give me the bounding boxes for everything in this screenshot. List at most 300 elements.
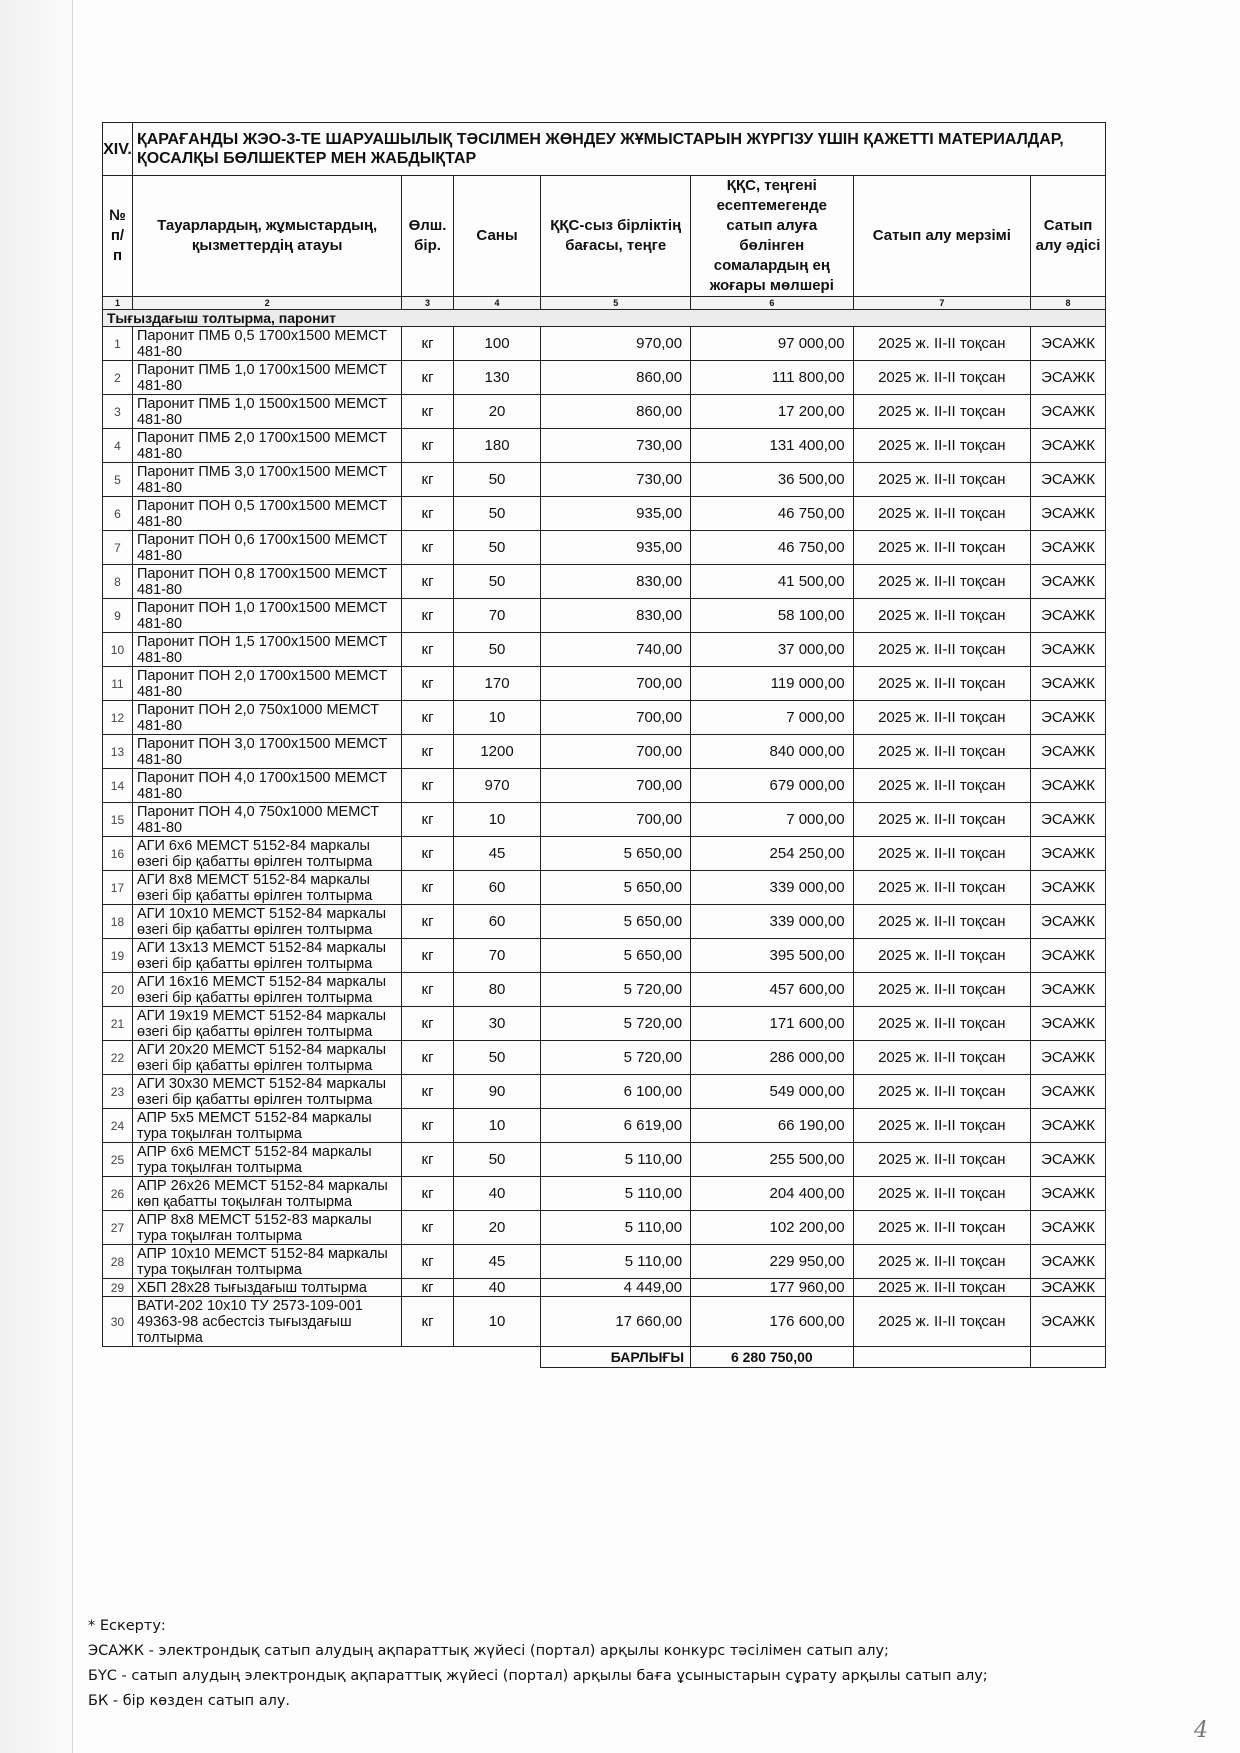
total-empty-cell: [1031, 1347, 1106, 1368]
item-quantity: 90: [453, 1075, 541, 1109]
item-period: 2025 ж. ІІ-ІІ тоқсан: [853, 905, 1031, 939]
item-total: 339 000,00: [691, 905, 854, 939]
item-period: 2025 ж. ІІ-ІІ тоқсан: [853, 973, 1031, 1007]
item-quantity: 60: [453, 871, 541, 905]
item-quantity: 30: [453, 1007, 541, 1041]
procurement-table-sheet: [102, 122, 1106, 1368]
item-period: 2025 ж. ІІ-ІІ тоқсан: [853, 701, 1031, 735]
item-name: АГИ 30х30 МЕМСТ 5152-84 маркалы өзегі бір қабатты өрілген толтырма: [132, 1075, 401, 1109]
total-empty-cell: [853, 1347, 1031, 1368]
row-number: 5: [103, 463, 133, 497]
item-method: ЭСАЖК: [1031, 871, 1106, 905]
column-number: 6: [691, 297, 854, 310]
item-period: 2025 ж. ІІ-ІІ тоқсан: [853, 769, 1031, 803]
table-row: [103, 327, 1106, 361]
header-no: № п/п: [103, 176, 133, 297]
column-number: 8: [1031, 297, 1106, 310]
item-unit: кг: [402, 871, 453, 905]
header-method: Сатып алу әдісі: [1031, 176, 1106, 297]
item-unit: кг: [402, 667, 453, 701]
item-unit: кг: [402, 735, 453, 769]
row-number: 18: [103, 905, 133, 939]
item-name: АПР 10х10 МЕМСТ 5152-84 маркалы тура тоқылған толтырма: [132, 1245, 401, 1279]
row-number: 11: [103, 667, 133, 701]
item-total: 97 000,00: [691, 327, 854, 361]
total-value: 6 280 750,00: [691, 1347, 854, 1368]
item-method: ЭСАЖК: [1031, 327, 1106, 361]
item-quantity: 40: [453, 1279, 541, 1297]
item-name: Паронит ПМБ 1,0 1500х1500 МЕМСТ 481-80: [132, 395, 401, 429]
item-period: 2025 ж. ІІ-ІІ тоқсан: [853, 633, 1031, 667]
item-total: 457 600,00: [691, 973, 854, 1007]
procurement-table: [102, 122, 1106, 1368]
row-number: 8: [103, 565, 133, 599]
table-row: [103, 769, 1106, 803]
item-period: 2025 ж. ІІ-ІІ тоқсан: [853, 565, 1031, 599]
item-total: 549 000,00: [691, 1075, 854, 1109]
item-quantity: 50: [453, 565, 541, 599]
item-unit: кг: [402, 531, 453, 565]
table-row: [103, 1211, 1106, 1245]
item-period: 2025 ж. ІІ-ІІ тоқсан: [853, 1279, 1031, 1297]
item-unit-price: 830,00: [541, 599, 691, 633]
item-unit: кг: [402, 1211, 453, 1245]
item-quantity: 50: [453, 497, 541, 531]
table-row: [103, 599, 1106, 633]
column-number: 1: [103, 297, 133, 310]
row-number: 7: [103, 531, 133, 565]
item-method: ЭСАЖК: [1031, 429, 1106, 463]
item-unit-price: 935,00: [541, 497, 691, 531]
item-method: ЭСАЖК: [1031, 1279, 1106, 1297]
item-name: АГИ 10х10 МЕМСТ 5152-84 маркалы өзегі бір қабатты өрілген толтырма: [132, 905, 401, 939]
item-unit-price: 5 650,00: [541, 905, 691, 939]
item-period: 2025 ж. ІІ-ІІ тоқсан: [853, 837, 1031, 871]
category-row: [103, 310, 1106, 327]
row-number: 20: [103, 973, 133, 1007]
table-row: [103, 1075, 1106, 1109]
footnote-line: БҮС - сатып алудың электрондық ақпараттық жүйесі (портал) арқылы баға ұсыныстарын сұрату арқылы сатып алу;: [88, 1668, 988, 1684]
table-row: [103, 497, 1106, 531]
item-quantity: 970: [453, 769, 541, 803]
item-unit: кг: [402, 633, 453, 667]
item-period: 2025 ж. ІІ-ІІ тоқсан: [853, 939, 1031, 973]
item-quantity: 20: [453, 1211, 541, 1245]
item-total: 37 000,00: [691, 633, 854, 667]
item-method: ЭСАЖК: [1031, 1143, 1106, 1177]
item-name: ВАТИ-202 10х10 ТУ 2573-109-001 49363-98 асбестсіз тығыздағыш толтырма: [132, 1297, 401, 1347]
item-name: АПР 8х8 МЕМСТ 5152-83 маркалы тура тоқылған толтырма: [132, 1211, 401, 1245]
row-number: 10: [103, 633, 133, 667]
item-name: Паронит ПОН 4,0 750х1000 МЕМСТ 481-80: [132, 803, 401, 837]
item-total: 255 500,00: [691, 1143, 854, 1177]
item-method: ЭСАЖК: [1031, 497, 1106, 531]
table-row: [103, 1143, 1106, 1177]
total-spacer: [103, 1347, 541, 1368]
item-period: 2025 ж. ІІ-ІІ тоқсан: [853, 1075, 1031, 1109]
item-unit-price: 5 720,00: [541, 973, 691, 1007]
item-period: 2025 ж. ІІ-ІІ тоқсан: [853, 803, 1031, 837]
row-number: 27: [103, 1211, 133, 1245]
item-name: АГИ 8х8 МЕМСТ 5152-84 маркалы өзегі бір қабатты өрілген толтырма: [132, 871, 401, 905]
table-row: [103, 973, 1106, 1007]
item-name: Паронит ПМБ 3,0 1700х1500 МЕМСТ 481-80: [132, 463, 401, 497]
category-label: Тығыздағыш толтырма, паронит: [103, 310, 1106, 327]
item-period: 2025 ж. ІІ-ІІ тоқсан: [853, 395, 1031, 429]
item-period: 2025 ж. ІІ-ІІ тоқсан: [853, 1007, 1031, 1041]
item-unit: кг: [402, 1075, 453, 1109]
item-quantity: 10: [453, 701, 541, 735]
table-row: [103, 531, 1106, 565]
item-period: 2025 ж. ІІ-ІІ тоқсан: [853, 361, 1031, 395]
item-quantity: 1200: [453, 735, 541, 769]
item-total: 66 190,00: [691, 1109, 854, 1143]
table-row: [103, 1007, 1106, 1041]
item-unit-price: 4 449,00: [541, 1279, 691, 1297]
row-number: 26: [103, 1177, 133, 1211]
item-name: АПР 6х6 МЕМСТ 5152-84 маркалы тура тоқылған толтырма: [132, 1143, 401, 1177]
row-number: 3: [103, 395, 133, 429]
header-period: Сатып алу мерзімі: [853, 176, 1031, 297]
row-number: 23: [103, 1075, 133, 1109]
item-quantity: 40: [453, 1177, 541, 1211]
item-period: 2025 ж. ІІ-ІІ тоқсан: [853, 463, 1031, 497]
item-method: ЭСАЖК: [1031, 803, 1106, 837]
row-number: 24: [103, 1109, 133, 1143]
item-unit: кг: [402, 1245, 453, 1279]
item-period: 2025 ж. ІІ-ІІ тоқсан: [853, 599, 1031, 633]
item-method: ЭСАЖК: [1031, 1109, 1106, 1143]
item-unit-price: 830,00: [541, 565, 691, 599]
item-quantity: 10: [453, 803, 541, 837]
row-number: 29: [103, 1279, 133, 1297]
column-number: 2: [132, 297, 401, 310]
row-number: 12: [103, 701, 133, 735]
column-number: 4: [453, 297, 541, 310]
table-row: [103, 803, 1106, 837]
section-title: ҚАРАҒАНДЫ ЖЭО-3-ТЕ ШАРУАШЫЛЫҚ ТӘСІЛМЕН ЖӨНДЕУ ЖҰМЫСТАРЫН ЖҮРГІЗУ ҮШІН ҚАЖЕТТІ МАТЕРИАЛДАР, ҚОСАЛҚЫ БӨЛШЕКТЕР МЕН ЖАБДЫҚТАР: [132, 123, 1105, 176]
item-period: 2025 ж. ІІ-ІІ тоқсан: [853, 1143, 1031, 1177]
item-total: 339 000,00: [691, 871, 854, 905]
item-quantity: 45: [453, 837, 541, 871]
item-unit: кг: [402, 599, 453, 633]
row-number: 25: [103, 1143, 133, 1177]
item-method: ЭСАЖК: [1031, 1041, 1106, 1075]
section-title-row: [103, 123, 1106, 176]
item-unit-price: 5 110,00: [541, 1177, 691, 1211]
item-name: Паронит ПОН 0,8 1700х1500 МЕМСТ 481-80: [132, 565, 401, 599]
item-unit: кг: [402, 1177, 453, 1211]
table-row: [103, 565, 1106, 599]
item-method: ЭСАЖК: [1031, 1297, 1106, 1347]
item-method: ЭСАЖК: [1031, 599, 1106, 633]
row-number: 6: [103, 497, 133, 531]
footnote-line: * Ескерту:: [88, 1618, 166, 1634]
item-unit: кг: [402, 1143, 453, 1177]
item-unit-price: 700,00: [541, 803, 691, 837]
item-total: 204 400,00: [691, 1177, 854, 1211]
item-unit-price: 5 720,00: [541, 1041, 691, 1075]
item-name: АГИ 6х6 МЕМСТ 5152-84 маркалы өзегі бір қабатты өрілген толтырма: [132, 837, 401, 871]
row-number: 2: [103, 361, 133, 395]
item-quantity: 50: [453, 463, 541, 497]
item-unit-price: 700,00: [541, 769, 691, 803]
item-method: ЭСАЖК: [1031, 939, 1106, 973]
item-method: ЭСАЖК: [1031, 531, 1106, 565]
total-label: БАРЛЫҒЫ: [541, 1347, 691, 1368]
item-unit: кг: [402, 939, 453, 973]
row-number: 15: [103, 803, 133, 837]
table-row: [103, 361, 1106, 395]
item-total: 679 000,00: [691, 769, 854, 803]
header-name: Тауарлардың, жұмыстардың, қызметтердің атауы: [132, 176, 401, 297]
item-name: Паронит ПМБ 0,5 1700х1500 МЕМСТ 481-80: [132, 327, 401, 361]
item-total: 102 200,00: [691, 1211, 854, 1245]
item-unit: кг: [402, 1109, 453, 1143]
item-name: АГИ 20х20 МЕМСТ 5152-84 маркалы өзегі бір қабатты өрілген толтырма: [132, 1041, 401, 1075]
item-period: 2025 ж. ІІ-ІІ тоқсан: [853, 531, 1031, 565]
item-quantity: 50: [453, 531, 541, 565]
item-quantity: 70: [453, 939, 541, 973]
item-period: 2025 ж. ІІ-ІІ тоқсан: [853, 1211, 1031, 1245]
item-name: АГИ 13х13 МЕМСТ 5152-84 маркалы өзегі бір қабатты өрілген толтырма: [132, 939, 401, 973]
item-method: ЭСАЖК: [1031, 565, 1106, 599]
item-period: 2025 ж. ІІ-ІІ тоқсан: [853, 497, 1031, 531]
scan-edge: [0, 0, 73, 1753]
item-total: 46 750,00: [691, 531, 854, 565]
item-total: 46 750,00: [691, 497, 854, 531]
table-body: [103, 327, 1106, 1347]
item-name: АГИ 16х16 МЕМСТ 5152-84 маркалы өзегі бір қабатты өрілген толтырма: [132, 973, 401, 1007]
table-row: [103, 667, 1106, 701]
item-unit: кг: [402, 1297, 453, 1347]
item-name: АГИ 19х19 МЕМСТ 5152-84 маркалы өзегі бір қабатты өрілген толтырма: [132, 1007, 401, 1041]
item-unit-price: 5 650,00: [541, 939, 691, 973]
item-method: ЭСАЖК: [1031, 973, 1106, 1007]
item-quantity: 100: [453, 327, 541, 361]
item-quantity: 80: [453, 973, 541, 1007]
item-unit-price: 700,00: [541, 667, 691, 701]
item-quantity: 10: [453, 1109, 541, 1143]
item-unit: кг: [402, 565, 453, 599]
item-method: ЭСАЖК: [1031, 395, 1106, 429]
item-total: 176 600,00: [691, 1297, 854, 1347]
table-row: [103, 633, 1106, 667]
item-method: ЭСАЖК: [1031, 667, 1106, 701]
item-period: 2025 ж. ІІ-ІІ тоқсан: [853, 667, 1031, 701]
table-row: [103, 1297, 1106, 1347]
row-number: 14: [103, 769, 133, 803]
item-period: 2025 ж. ІІ-ІІ тоқсан: [853, 1177, 1031, 1211]
item-quantity: 170: [453, 667, 541, 701]
row-number: 16: [103, 837, 133, 871]
table-row: [103, 837, 1106, 871]
item-unit-price: 700,00: [541, 735, 691, 769]
item-quantity: 50: [453, 633, 541, 667]
item-name: Паронит ПОН 1,0 1700х1500 МЕМСТ 481-80: [132, 599, 401, 633]
item-period: 2025 ж. ІІ-ІІ тоқсан: [853, 327, 1031, 361]
item-period: 2025 ж. ІІ-ІІ тоқсан: [853, 735, 1031, 769]
item-unit: кг: [402, 395, 453, 429]
item-unit: кг: [402, 973, 453, 1007]
item-period: 2025 ж. ІІ-ІІ тоқсан: [853, 871, 1031, 905]
item-total: 17 200,00: [691, 395, 854, 429]
item-unit: кг: [402, 769, 453, 803]
item-period: 2025 ж. ІІ-ІІ тоқсан: [853, 429, 1031, 463]
page-number-mark: 4: [1194, 1718, 1208, 1743]
header-row: [103, 176, 1106, 297]
table-row: [103, 1041, 1106, 1075]
table-row: [103, 871, 1106, 905]
item-method: ЭСАЖК: [1031, 633, 1106, 667]
item-total: 111 800,00: [691, 361, 854, 395]
row-number: 21: [103, 1007, 133, 1041]
item-quantity: 70: [453, 599, 541, 633]
header-unit: Өлш. бір.: [402, 176, 453, 297]
item-total: 7 000,00: [691, 701, 854, 735]
table-row: [103, 1245, 1106, 1279]
table-row: [103, 701, 1106, 735]
item-unit: кг: [402, 803, 453, 837]
item-unit-price: 730,00: [541, 463, 691, 497]
row-number: 30: [103, 1297, 133, 1347]
footnotes: [88, 1614, 988, 1714]
table-row: [103, 395, 1106, 429]
item-method: ЭСАЖК: [1031, 463, 1106, 497]
item-total: 36 500,00: [691, 463, 854, 497]
item-unit: кг: [402, 837, 453, 871]
item-method: ЭСАЖК: [1031, 1245, 1106, 1279]
item-total: 254 250,00: [691, 837, 854, 871]
item-name: ХБП 28х28 тығыздағыш толтырма: [132, 1279, 401, 1297]
row-number: 28: [103, 1245, 133, 1279]
item-unit-price: 700,00: [541, 701, 691, 735]
item-total: 131 400,00: [691, 429, 854, 463]
item-unit: кг: [402, 1279, 453, 1297]
footnote-line: ЭСАЖК - электрондық сатып алудың ақпараттық жүйесі (портал) арқылы конкурс тәсілімен сатып алу;: [88, 1643, 889, 1659]
item-name: Паронит ПОН 3,0 1700х1500 МЕМСТ 481-80: [132, 735, 401, 769]
item-total: 58 100,00: [691, 599, 854, 633]
item-name: Паронит ПОН 4,0 1700х1500 МЕМСТ 481-80: [132, 769, 401, 803]
row-number: 17: [103, 871, 133, 905]
column-number: 7: [853, 297, 1031, 310]
item-unit-price: 6 100,00: [541, 1075, 691, 1109]
item-method: ЭСАЖК: [1031, 1211, 1106, 1245]
item-quantity: 45: [453, 1245, 541, 1279]
item-unit-price: 860,00: [541, 361, 691, 395]
item-quantity: 50: [453, 1041, 541, 1075]
row-number: 22: [103, 1041, 133, 1075]
item-unit: кг: [402, 463, 453, 497]
item-name: Паронит ПМБ 1,0 1700х1500 МЕМСТ 481-80: [132, 361, 401, 395]
item-unit-price: 5 720,00: [541, 1007, 691, 1041]
table-row: [103, 463, 1106, 497]
total-row: [103, 1347, 1106, 1368]
item-unit-price: 970,00: [541, 327, 691, 361]
header-qty: Саны: [453, 176, 541, 297]
item-total: 7 000,00: [691, 803, 854, 837]
item-quantity: 20: [453, 395, 541, 429]
header-price: ҚҚС-сыз бірліктің бағасы, теңге: [541, 176, 691, 297]
item-quantity: 180: [453, 429, 541, 463]
item-method: ЭСАЖК: [1031, 361, 1106, 395]
item-unit-price: 860,00: [541, 395, 691, 429]
item-unit: кг: [402, 327, 453, 361]
item-quantity: 10: [453, 1297, 541, 1347]
item-name: Паронит ПОН 2,0 1700х1500 МЕМСТ 481-80: [132, 667, 401, 701]
item-unit-price: 730,00: [541, 429, 691, 463]
item-total: 119 000,00: [691, 667, 854, 701]
item-quantity: 60: [453, 905, 541, 939]
item-total: 395 500,00: [691, 939, 854, 973]
item-unit: кг: [402, 1041, 453, 1075]
item-name: Паронит ПОН 0,5 1700х1500 МЕМСТ 481-80: [132, 497, 401, 531]
item-unit: кг: [402, 429, 453, 463]
item-unit-price: 6 619,00: [541, 1109, 691, 1143]
table-row: [103, 1279, 1106, 1297]
table-row: [103, 735, 1106, 769]
row-number: 9: [103, 599, 133, 633]
item-name: АПР 5х5 МЕМСТ 5152-84 маркалы тура тоқылған толтырма: [132, 1109, 401, 1143]
item-period: 2025 ж. ІІ-ІІ тоқсан: [853, 1041, 1031, 1075]
item-unit-price: 5 110,00: [541, 1211, 691, 1245]
item-quantity: 50: [453, 1143, 541, 1177]
item-total: 229 950,00: [691, 1245, 854, 1279]
item-name: Паронит ПОН 0,6 1700х1500 МЕМСТ 481-80: [132, 531, 401, 565]
item-method: ЭСАЖК: [1031, 735, 1106, 769]
item-quantity: 130: [453, 361, 541, 395]
item-name: АПР 26х26 МЕМСТ 5152-84 маркалы көп қабатты тоқылған толтырма: [132, 1177, 401, 1211]
item-period: 2025 ж. ІІ-ІІ тоқсан: [853, 1297, 1031, 1347]
row-number: 13: [103, 735, 133, 769]
item-unit-price: 740,00: [541, 633, 691, 667]
item-total: 41 500,00: [691, 565, 854, 599]
item-unit: кг: [402, 497, 453, 531]
table-row: [103, 1109, 1106, 1143]
footnote-line: БК - бір көзден сатып алу.: [88, 1693, 291, 1709]
table-row: [103, 429, 1106, 463]
item-method: ЭСАЖК: [1031, 1177, 1106, 1211]
item-unit-price: 5 110,00: [541, 1245, 691, 1279]
item-unit-price: 17 660,00: [541, 1297, 691, 1347]
item-total: 840 000,00: [691, 735, 854, 769]
item-name: Паронит ПОН 1,5 1700х1500 МЕМСТ 481-80: [132, 633, 401, 667]
item-period: 2025 ж. ІІ-ІІ тоқсан: [853, 1245, 1031, 1279]
item-total: 177 960,00: [691, 1279, 854, 1297]
item-total: 286 000,00: [691, 1041, 854, 1075]
item-unit-price: 5 110,00: [541, 1143, 691, 1177]
item-method: ЭСАЖК: [1031, 701, 1106, 735]
row-number: 19: [103, 939, 133, 973]
item-method: ЭСАЖК: [1031, 1007, 1106, 1041]
header-total: ҚҚС, теңгені есептемегенде сатып алуға бөлінген сомалардың ең жоғары мөлшері: [691, 176, 854, 297]
item-method: ЭСАЖК: [1031, 905, 1106, 939]
item-name: Паронит ПМБ 2,0 1700х1500 МЕМСТ 481-80: [132, 429, 401, 463]
column-number: 3: [402, 297, 453, 310]
table-row: [103, 905, 1106, 939]
section-number: XIV.: [103, 123, 133, 176]
item-method: ЭСАЖК: [1031, 769, 1106, 803]
item-unit-price: 5 650,00: [541, 871, 691, 905]
row-number: 1: [103, 327, 133, 361]
table-row: [103, 1177, 1106, 1211]
item-unit: кг: [402, 905, 453, 939]
item-unit: кг: [402, 361, 453, 395]
item-method: ЭСАЖК: [1031, 837, 1106, 871]
item-name: Паронит ПОН 2,0 750х1000 МЕМСТ 481-80: [132, 701, 401, 735]
item-period: 2025 ж. ІІ-ІІ тоқсан: [853, 1109, 1031, 1143]
row-number: 4: [103, 429, 133, 463]
